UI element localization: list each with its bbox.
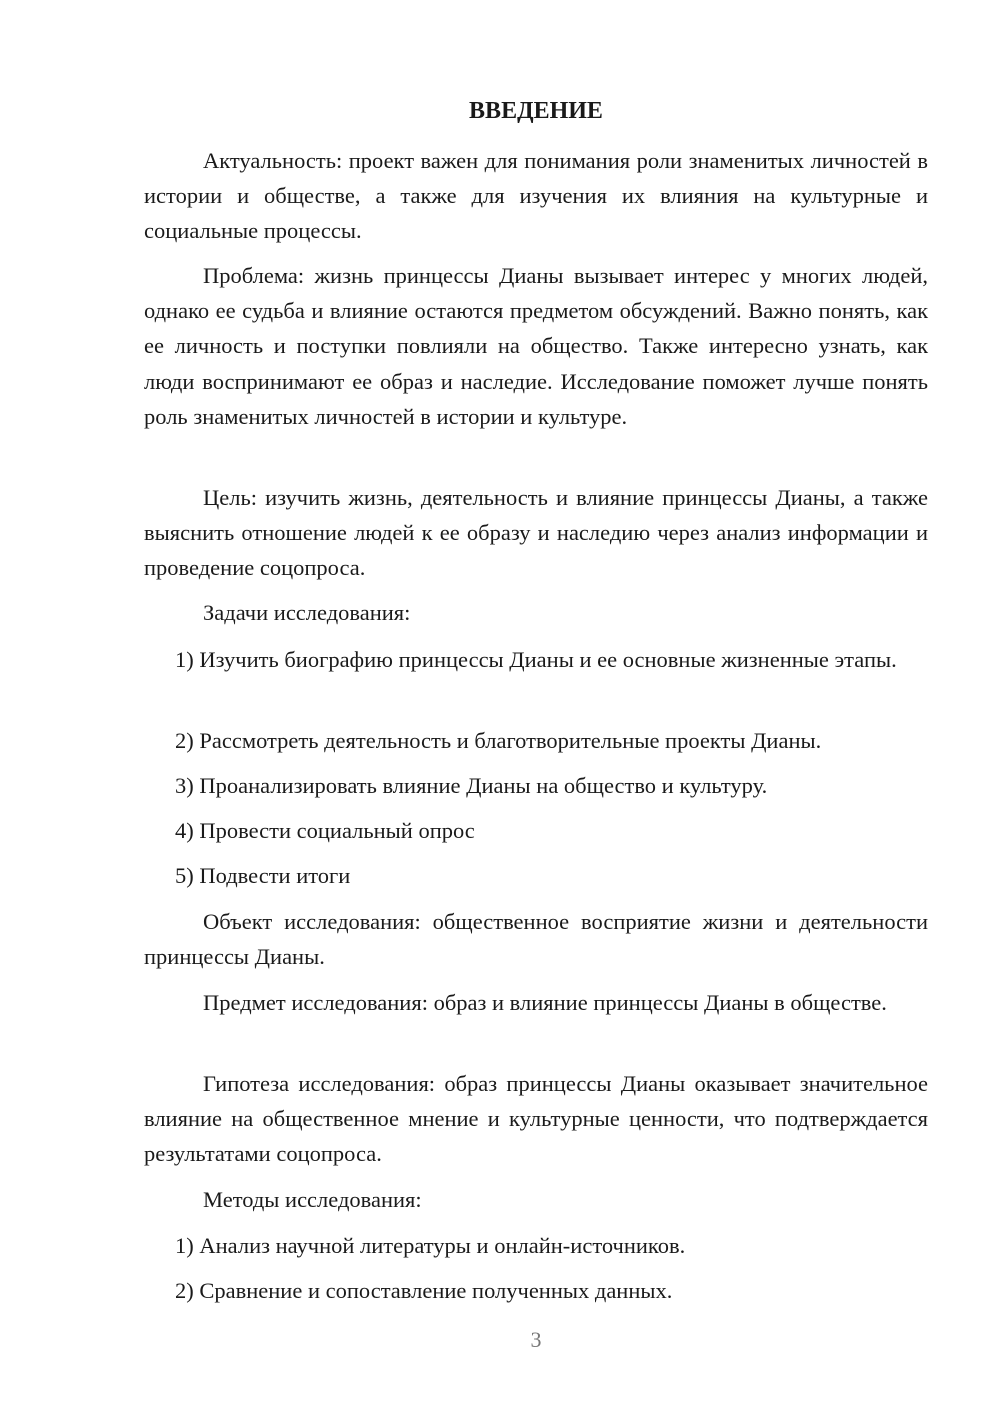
list-item-task-1: 1) Изучить биографию принцессы Дианы и ее основные жизненные этапы.	[175, 647, 897, 672]
paragraph-methods-heading: Методы исследования:	[203, 1187, 422, 1212]
paragraph-tasks-heading: Задачи исследования:	[203, 600, 411, 625]
paragraph-hypothesis: Гипотеза исследования: образ принцессы Дианы оказывает значительное влияние на общественное мнение и культурные ценности, что подтверждается результатами соцопроса.	[144, 1071, 928, 1167]
paragraph-goal: Цель: изучить жизнь, деятельность и влияние принцессы Дианы, а также выяснить отношение людей к ее образу и наследию через анализ информации и проведение соцопроса.	[144, 485, 928, 581]
page-title: ВВЕДЕНИЕ	[469, 98, 603, 124]
list-item-method-1: 1) Анализ научной литературы и онлайн-источников.	[175, 1233, 686, 1258]
paragraph-problem: Проблема: жизнь принцессы Дианы вызывает интерес у многих людей, однако ее судьба и влияние остаются предметом обсуждений. Важно понять, как ее личность и поступки повлияли на общество. Также интересно узнать, как люди воспринимают ее образ и наследие. Исследование поможет лучше понять роль знаменитых личностей в истории и культуре.	[144, 263, 928, 429]
list-item-task-4: 4) Провести социальный опрос	[175, 818, 475, 843]
list-item-task-2: 2) Рассмотреть деятельность и благотворительные проекты Дианы.	[175, 728, 822, 753]
page-number: 3	[530, 1327, 542, 1352]
paragraph-relevance: Актуальность: проект важен для понимания роли знаменитых личностей в истории и обществе, а также для изучения их влияния на культурные и социальные процессы.	[144, 148, 928, 244]
paragraph-object: Объект исследования: общественное восприятие жизни и деятельности принцессы Дианы.	[144, 909, 928, 970]
list-item-task-3: 3) Проанализировать влияние Дианы на общество и культуру.	[175, 773, 768, 798]
paragraph-subject: Предмет исследования: образ и влияние принцессы Дианы в обществе.	[203, 990, 887, 1015]
list-item-task-5: 5) Подвести итоги	[175, 863, 351, 888]
list-item-method-2: 2) Сравнение и сопоставление полученных данных.	[175, 1278, 673, 1303]
